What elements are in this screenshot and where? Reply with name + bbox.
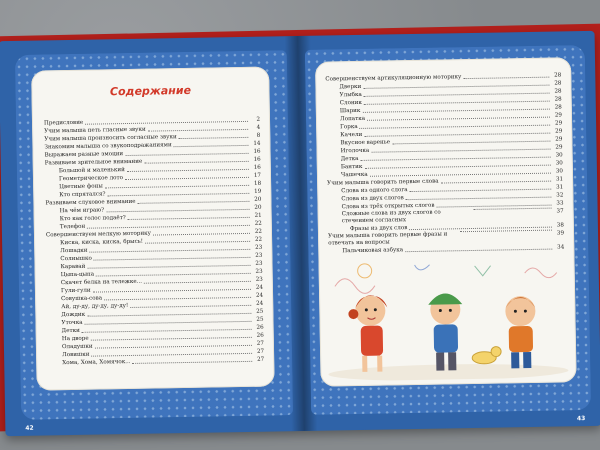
- dog-drawing: [472, 347, 501, 365]
- toc-list-right: [315, 57, 574, 255]
- left-sheet: [31, 67, 275, 391]
- toc-entry-label: Детка: [340, 155, 359, 163]
- toc-entry-label: Цветные фоны: [59, 183, 103, 191]
- toc-entry-label: Оладушки: [61, 343, 93, 351]
- toc-entry-label: Развиваем зрительное внимание: [44, 158, 143, 167]
- toc-entry-label: Учим малыша говорить первые фразы и отвечать на вопросы: [328, 231, 448, 247]
- toc-entry-page: 24: [255, 284, 263, 291]
- toc-entry-label: Кто спрятался?: [59, 191, 106, 199]
- toc-leader-dots: [463, 77, 549, 80]
- toc-entry-page: 23: [255, 276, 263, 283]
- toc-entry-label: Совушка-сова: [61, 295, 103, 303]
- toc-entry-label: Вкусное варенье: [340, 139, 391, 147]
- toc-entry-label: Фразы из двух слов: [349, 225, 408, 233]
- toc-entry-page: 39: [556, 230, 565, 237]
- toc-entry-page: 29: [555, 144, 563, 151]
- toc-leader-dots: [474, 208, 552, 210]
- toc-entry-label: На дворе: [61, 335, 89, 343]
- toc-entry-page: 23: [255, 252, 263, 259]
- toc-entry-label: Слоник: [339, 99, 362, 107]
- toc-entry-label: Предисловие: [43, 119, 84, 127]
- toc-entry-page: 26: [256, 332, 264, 339]
- toc-entry-page: 17: [253, 172, 262, 179]
- toc-leader-dots: [405, 249, 552, 253]
- toc-entry-page: 31: [556, 184, 564, 191]
- toc-entry-page: 21: [254, 212, 262, 219]
- boy-cap-figure: [428, 293, 463, 371]
- toc-entry-page: 25: [256, 316, 264, 323]
- toc-entry-label: Уточка: [61, 319, 83, 327]
- toc-entry-page: 27: [257, 356, 265, 363]
- toc-entry-label: Горка: [340, 123, 358, 131]
- toc-entry-label: Гули-гули: [60, 287, 91, 295]
- toc-entry-page: 29: [555, 128, 563, 135]
- toc-entry-page: 16: [253, 148, 261, 155]
- toc-entry-page: 28: [554, 104, 562, 111]
- toc-entry-label: Слова из двух слогов: [341, 195, 404, 203]
- boy-figure: [505, 296, 536, 369]
- toc-entry-page: 30: [555, 152, 563, 159]
- toc-entry-label: Цыпа-цыпа: [60, 271, 95, 279]
- toc-entry-label: Каравай: [60, 263, 86, 271]
- toc-entry-label: Совершенствуем артикуляционную моторику: [325, 74, 462, 83]
- toc-entry-page: 33: [556, 200, 564, 207]
- toc-title: Содержание: [109, 83, 192, 99]
- toc-leader-dots: [179, 137, 249, 139]
- toc-entry-label: Скачет белка на тележке...: [60, 278, 143, 287]
- toc-entry-label: Лошадки: [60, 247, 88, 255]
- left-page: [15, 50, 293, 432]
- toc-list-left: [32, 116, 274, 368]
- right-sheet: [315, 57, 577, 386]
- toc-entry-page: 23: [255, 244, 263, 251]
- toc-entry-label: Знакомим малыша со звукоподражаниями: [44, 142, 172, 151]
- toc-entry-label: Бантик: [340, 163, 363, 171]
- toc-entry-label: Шарик: [339, 107, 361, 115]
- toc-leader-dots: [460, 230, 552, 233]
- toc-entry-label: Телефон: [59, 223, 86, 231]
- toc-entry-label: Иголочка: [340, 147, 370, 155]
- toc-entry-page: 8: [256, 132, 261, 139]
- toc-entry-page: 16: [253, 156, 261, 163]
- toc-entry-label: Слова из одного слога: [341, 187, 408, 195]
- toc-entry-page: 29: [554, 112, 563, 119]
- toc-entry-page: 20: [254, 204, 262, 211]
- toc-entry-label: Учим малыша произносить согласные звуки: [44, 134, 177, 143]
- toc-entry-label: Ай, ду-ду, ду-ду, ду-ду!: [61, 303, 129, 311]
- toc-entry-page: 27: [256, 340, 264, 347]
- toc-entry-label: Дождик: [61, 311, 86, 319]
- toc-entry-page: 19: [254, 188, 262, 195]
- toc-entry-page: 23: [255, 268, 263, 275]
- toc-entry-label: Лопатка: [339, 115, 366, 123]
- toc-entry-label: Ловишки: [62, 351, 90, 359]
- toc-entry-page: 32: [556, 192, 564, 199]
- toc-entry-page: 22: [254, 228, 263, 235]
- toc-entry-page: 22: [254, 220, 262, 227]
- toc-entry-page: 28: [554, 88, 562, 95]
- toc-entry-label: Улыбка: [339, 91, 362, 99]
- toc-entry-label: Пальчиковая азбука: [342, 247, 404, 255]
- toc-entry-page: 31: [555, 176, 564, 183]
- toc-entry-page: 18: [253, 180, 262, 187]
- toc-entry-label: Учим малыша говорить первые слова: [327, 178, 439, 187]
- toc-entry-page: 2: [256, 116, 261, 123]
- toc-entry-label: Детки: [61, 327, 80, 335]
- toc-entry-page: 22: [254, 236, 263, 243]
- toc-entry-label: Сложные слова из двух слогов со стечением согласных: [341, 209, 441, 225]
- toc-entry-page: 27: [256, 348, 265, 355]
- toc-entry-page: 14: [253, 140, 261, 147]
- toc-leader-dots: [133, 361, 253, 364]
- toc-entry-page: 28: [554, 80, 562, 87]
- toc-entry-page: 30: [555, 160, 563, 167]
- toc-entry-page: 29: [555, 136, 563, 143]
- toc-leader-dots: [174, 145, 249, 147]
- toc-entry-label: Дверки: [339, 83, 362, 91]
- toc-entry-label: Кто как голос подаёт?: [59, 215, 126, 223]
- toc-entry-label: Большой и маленький: [58, 167, 125, 175]
- right-page: [305, 45, 591, 423]
- toc-entry-page: 24: [256, 300, 264, 307]
- toc-entry-label: Качели: [340, 131, 363, 139]
- girl-figure: [348, 295, 388, 372]
- toc-entry-page: 34: [557, 244, 565, 251]
- toc-entry-label: Выражаем разные эмоции: [44, 151, 124, 159]
- toc-entry-label: Геометрическое лото: [58, 175, 123, 183]
- children-illustration: [324, 252, 570, 381]
- toc-entry-page: 20: [254, 196, 262, 203]
- toc-entry-page: 16: [253, 164, 261, 171]
- toc-entry-label: Совершенствуем мелкую моторику: [45, 230, 152, 239]
- open-book: [0, 31, 600, 436]
- toc-entry-page: 4: [256, 124, 261, 131]
- toc-entry-page: 38: [556, 222, 564, 229]
- toc-entry-label: На чём играю?: [59, 207, 105, 215]
- toc-entry-page: 30: [555, 168, 564, 175]
- toc-entry-page: 28: [554, 96, 562, 103]
- toc-entry-page: 37: [556, 208, 564, 215]
- toc-entry-page: 28: [554, 72, 562, 79]
- toc-entry-label: Развиваем слуховое внимание: [45, 198, 136, 207]
- toc-entry-page: 26: [256, 324, 264, 331]
- toc-entry-page: 25: [256, 308, 264, 315]
- toc-entry-label: Слова из трёх открытых слогов: [341, 202, 435, 211]
- toc-entry-label: Чашечка: [340, 171, 368, 179]
- toc-entry-page: 24: [255, 292, 264, 299]
- toc-entry-label: Учим малыша петь гласные звуки: [44, 126, 146, 135]
- toc-entry-page: 23: [255, 260, 263, 267]
- toc-entry-label: Солнышко: [60, 255, 92, 263]
- toc-entry-label: Хома, Хома, Хомячок...: [62, 358, 131, 367]
- page-number-right: 43: [576, 415, 586, 423]
- toc-entry-page: 29: [554, 120, 563, 127]
- page-number-left: 42: [25, 424, 34, 432]
- toc-entry-label: Киска, киска, киска, брысь!: [60, 238, 144, 247]
